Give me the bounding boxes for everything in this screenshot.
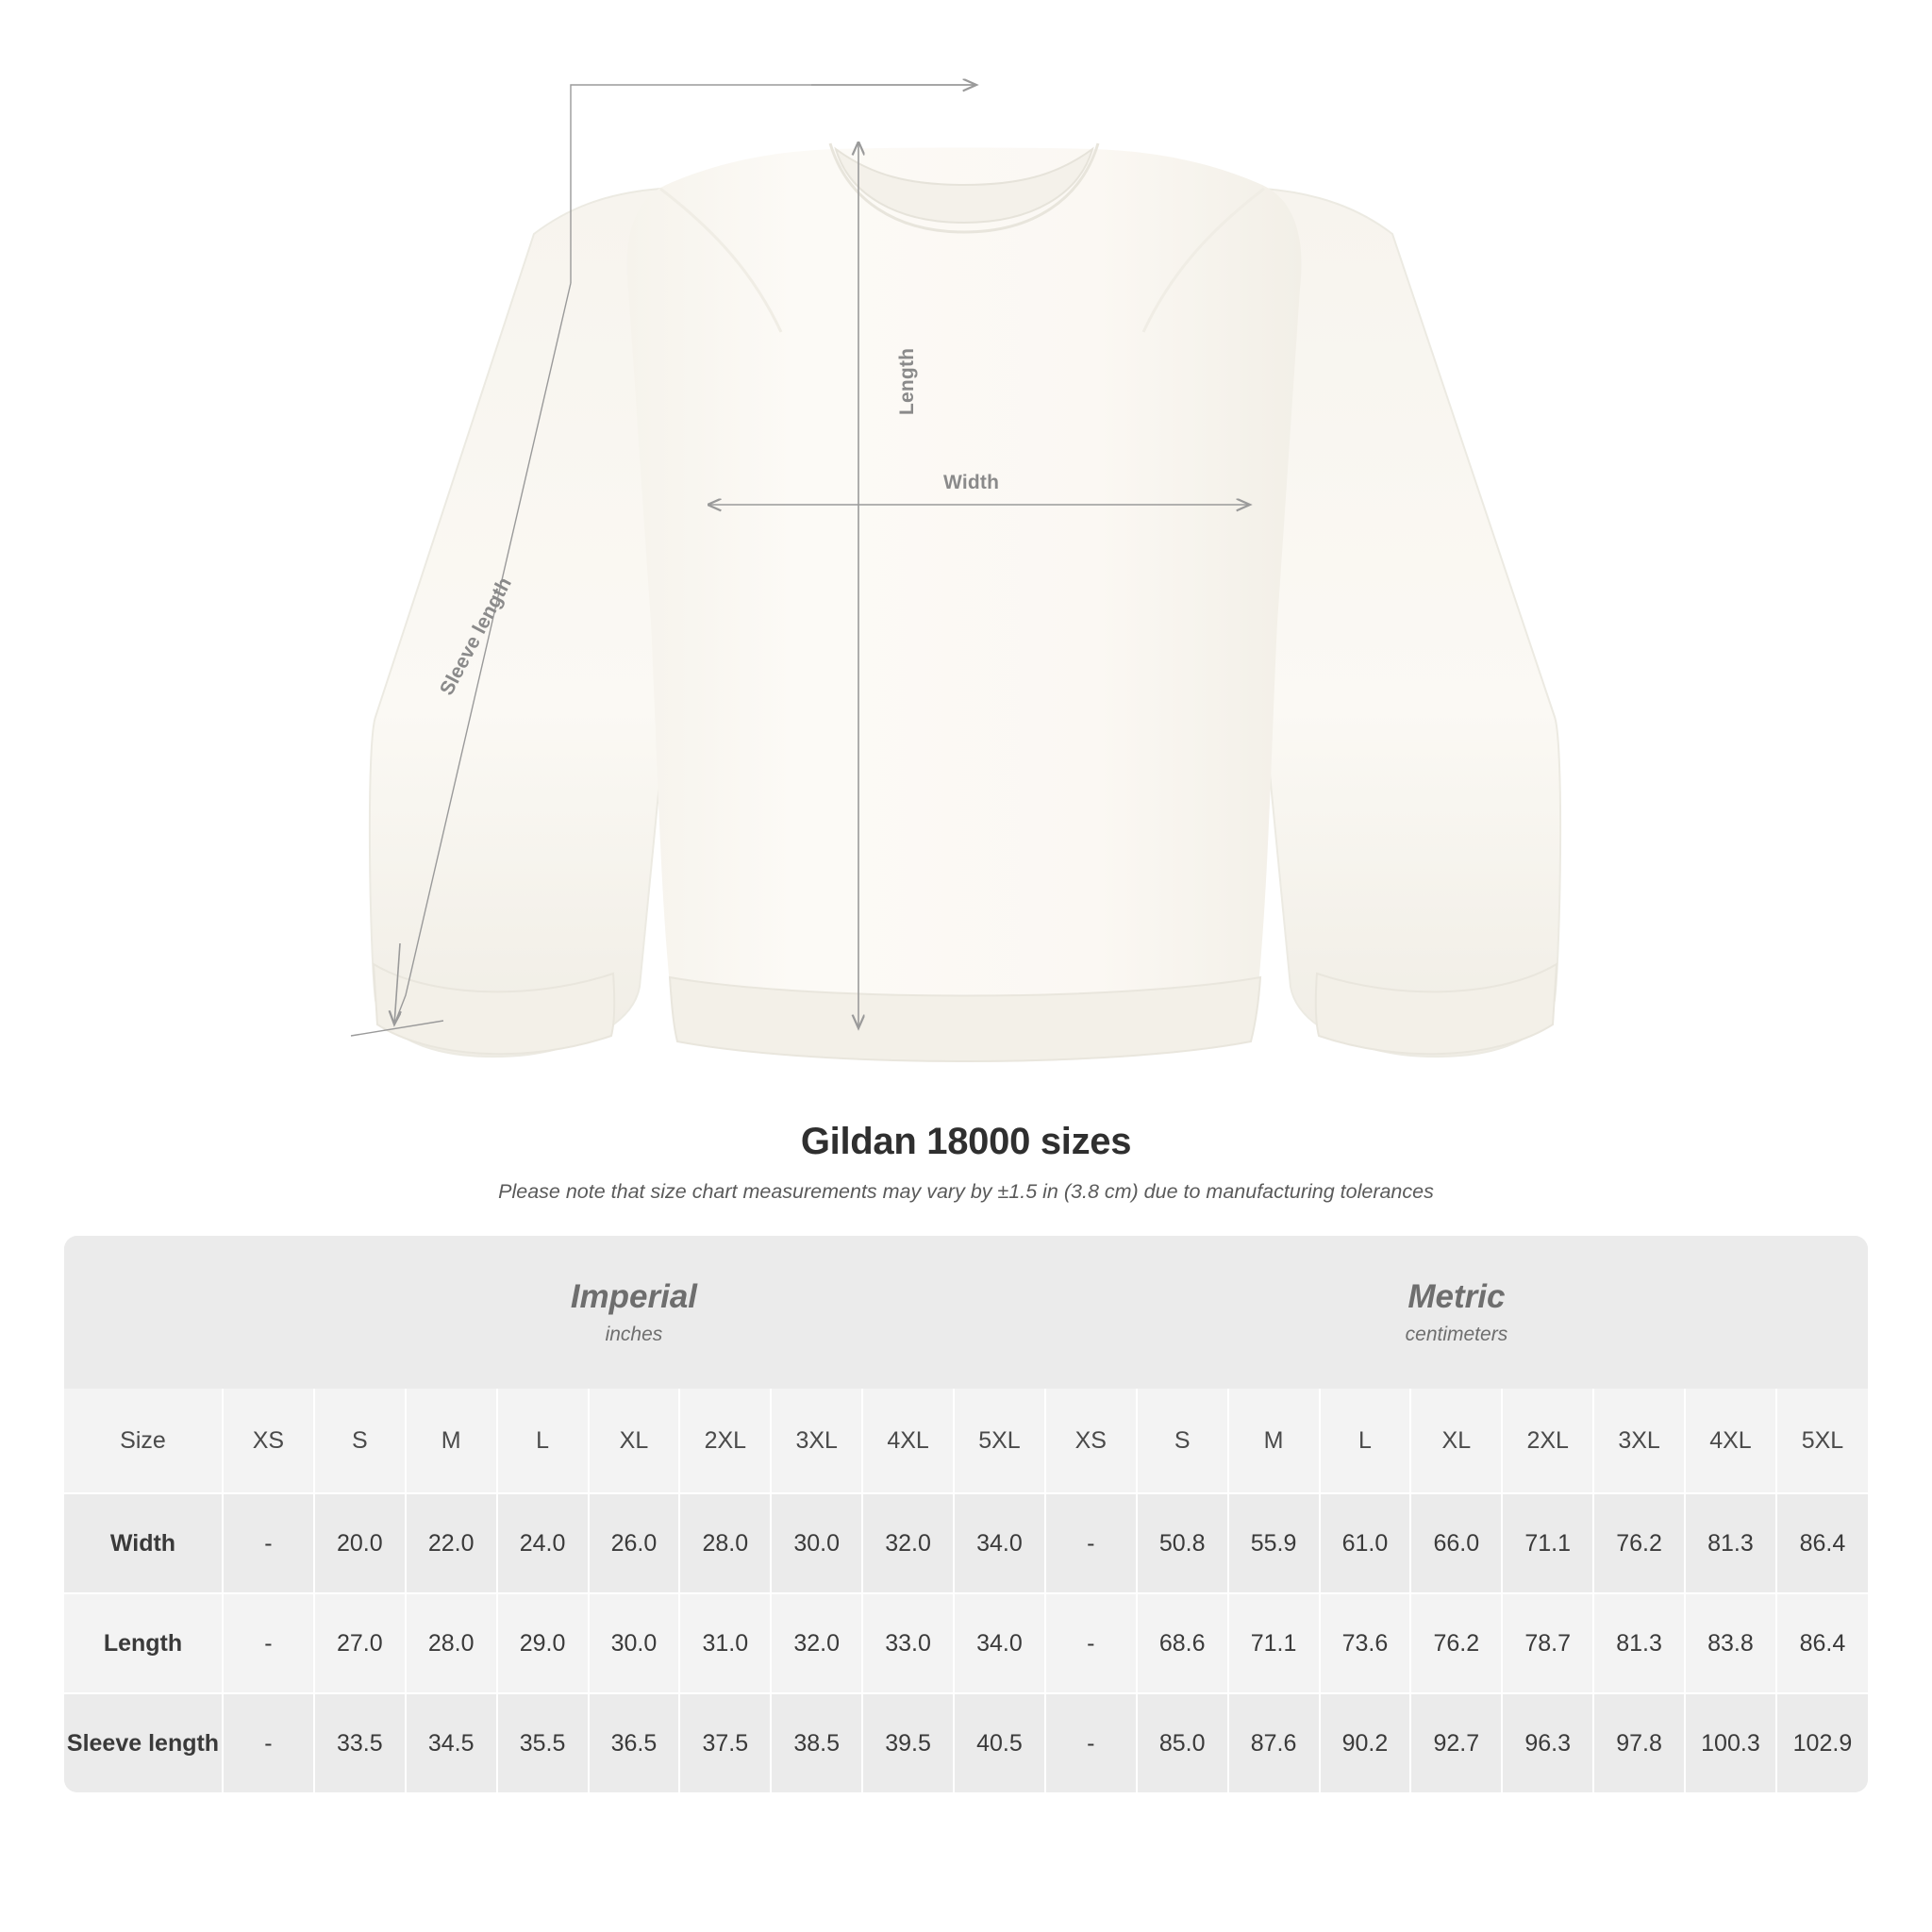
table-cell: 81.3 — [1685, 1493, 1776, 1593]
size-column-header: 2XL — [1502, 1389, 1593, 1493]
table-cell: 96.3 — [1502, 1693, 1593, 1792]
table-cell: 35.5 — [497, 1693, 589, 1792]
table-cell: 38.5 — [771, 1693, 862, 1792]
table-cell: 61.0 — [1320, 1493, 1411, 1593]
table-cell: 32.0 — [862, 1493, 954, 1593]
table-cell: 33.0 — [862, 1593, 954, 1693]
size-column-header: S — [1137, 1389, 1228, 1493]
table-row — [64, 1493, 1868, 1593]
table-cell: 73.6 — [1320, 1593, 1411, 1693]
unit-group-sub: centimeters — [1405, 1324, 1508, 1345]
table-cell: 31.0 — [679, 1593, 771, 1693]
table-cell: 32.0 — [771, 1593, 862, 1693]
table-cell: 66.0 — [1410, 1493, 1502, 1593]
size-header-row — [64, 1389, 1868, 1493]
table-cell: 34.5 — [406, 1693, 497, 1792]
table-cell: 30.0 — [771, 1493, 862, 1593]
sweatshirt-shape — [370, 143, 1560, 1061]
size-column-header: 5XL — [954, 1389, 1045, 1493]
table-cell: - — [1045, 1493, 1137, 1593]
table-cell: 90.2 — [1320, 1693, 1411, 1792]
size-column-header: 4XL — [1685, 1389, 1776, 1493]
table-cell: 55.9 — [1228, 1493, 1320, 1593]
size-header-label: Size — [64, 1389, 223, 1493]
tolerance-note: Please note that size chart measurements may vary by ±1.5 in (3.8 cm) due to manufacturing tolerances — [498, 1180, 1434, 1203]
size-column-header: XS — [223, 1389, 314, 1493]
size-column-header: L — [1320, 1389, 1411, 1493]
table-cell: 22.0 — [406, 1493, 497, 1593]
size-column-header: M — [1228, 1389, 1320, 1493]
size-column-header: 2XL — [679, 1389, 771, 1493]
table-cell: 34.0 — [954, 1493, 1045, 1593]
size-column-header: XL — [1410, 1389, 1502, 1493]
table-cell: 86.4 — [1776, 1493, 1868, 1593]
size-column-header: S — [314, 1389, 406, 1493]
table-cell: 24.0 — [497, 1493, 589, 1593]
unit-group-name: Imperial — [570, 1278, 698, 1315]
table-cell: 71.1 — [1228, 1593, 1320, 1693]
table-cell: 33.5 — [314, 1693, 406, 1792]
table-cell: 40.5 — [954, 1693, 1045, 1792]
row-header-width: Width — [64, 1493, 223, 1593]
table-cell: - — [223, 1593, 314, 1693]
table-cell: 34.0 — [954, 1593, 1045, 1693]
unit-group-sub: inches — [605, 1324, 663, 1345]
unit-header-row — [64, 1236, 1868, 1389]
table-cell: 50.8 — [1137, 1493, 1228, 1593]
size-column-header: L — [497, 1389, 589, 1493]
table-row — [64, 1593, 1868, 1693]
size-column-header: M — [406, 1389, 497, 1493]
width-label: Width — [943, 472, 1000, 493]
size-column-header: 5XL — [1776, 1389, 1868, 1493]
length-label: Length — [896, 347, 918, 415]
table-cell: 36.5 — [589, 1693, 680, 1792]
size-column-header: 3XL — [771, 1389, 862, 1493]
page-title: Gildan 18000 sizes — [800, 1121, 1132, 1162]
size-chart-table — [64, 1236, 1868, 1792]
table-row — [64, 1693, 1868, 1792]
table-cell: 100.3 — [1685, 1693, 1776, 1792]
size-column-header: 4XL — [862, 1389, 954, 1493]
table-cell: - — [223, 1493, 314, 1593]
table-cell: 87.6 — [1228, 1693, 1320, 1792]
table-cell: 71.1 — [1502, 1493, 1593, 1593]
table-cell: 83.8 — [1685, 1593, 1776, 1693]
unit-group-imperial — [223, 1236, 1045, 1389]
table-cell: 37.5 — [679, 1693, 771, 1792]
table-cell: - — [223, 1693, 314, 1792]
table-cell: 86.4 — [1776, 1593, 1868, 1693]
table-cell: 78.7 — [1502, 1593, 1593, 1693]
table-cell: 97.8 — [1593, 1693, 1685, 1792]
size-column-header: XL — [589, 1389, 680, 1493]
table-cell: 27.0 — [314, 1593, 406, 1693]
table-cell: 28.0 — [679, 1493, 771, 1593]
table-cell: 102.9 — [1776, 1693, 1868, 1792]
row-header-length: Length — [64, 1593, 223, 1693]
table-cell: - — [1045, 1593, 1137, 1693]
table-cell: 20.0 — [314, 1493, 406, 1593]
unit-group-metric — [1045, 1236, 1868, 1389]
size-column-header: XS — [1045, 1389, 1137, 1493]
unit-header-spacer — [64, 1236, 223, 1389]
title-block — [0, 1121, 1932, 1204]
table-cell: 26.0 — [589, 1493, 680, 1593]
table-cell: 30.0 — [589, 1593, 680, 1693]
table-cell: 81.3 — [1593, 1593, 1685, 1693]
row-header-sleeve-length: Sleeve length — [64, 1693, 223, 1792]
table-cell: 39.5 — [862, 1693, 954, 1792]
table-cell: 68.6 — [1137, 1593, 1228, 1693]
table-cell: 85.0 — [1137, 1693, 1228, 1792]
table-cell: 76.2 — [1593, 1493, 1685, 1593]
unit-group-name: Metric — [1407, 1278, 1506, 1315]
table-cell: 76.2 — [1410, 1593, 1502, 1693]
size-column-header: 3XL — [1593, 1389, 1685, 1493]
table-cell: 28.0 — [406, 1593, 497, 1693]
table-cell: 29.0 — [497, 1593, 589, 1693]
table-cell: - — [1045, 1693, 1137, 1792]
table-cell: 92.7 — [1410, 1693, 1502, 1792]
sleeve-length-label: Sleeve length — [436, 574, 517, 699]
